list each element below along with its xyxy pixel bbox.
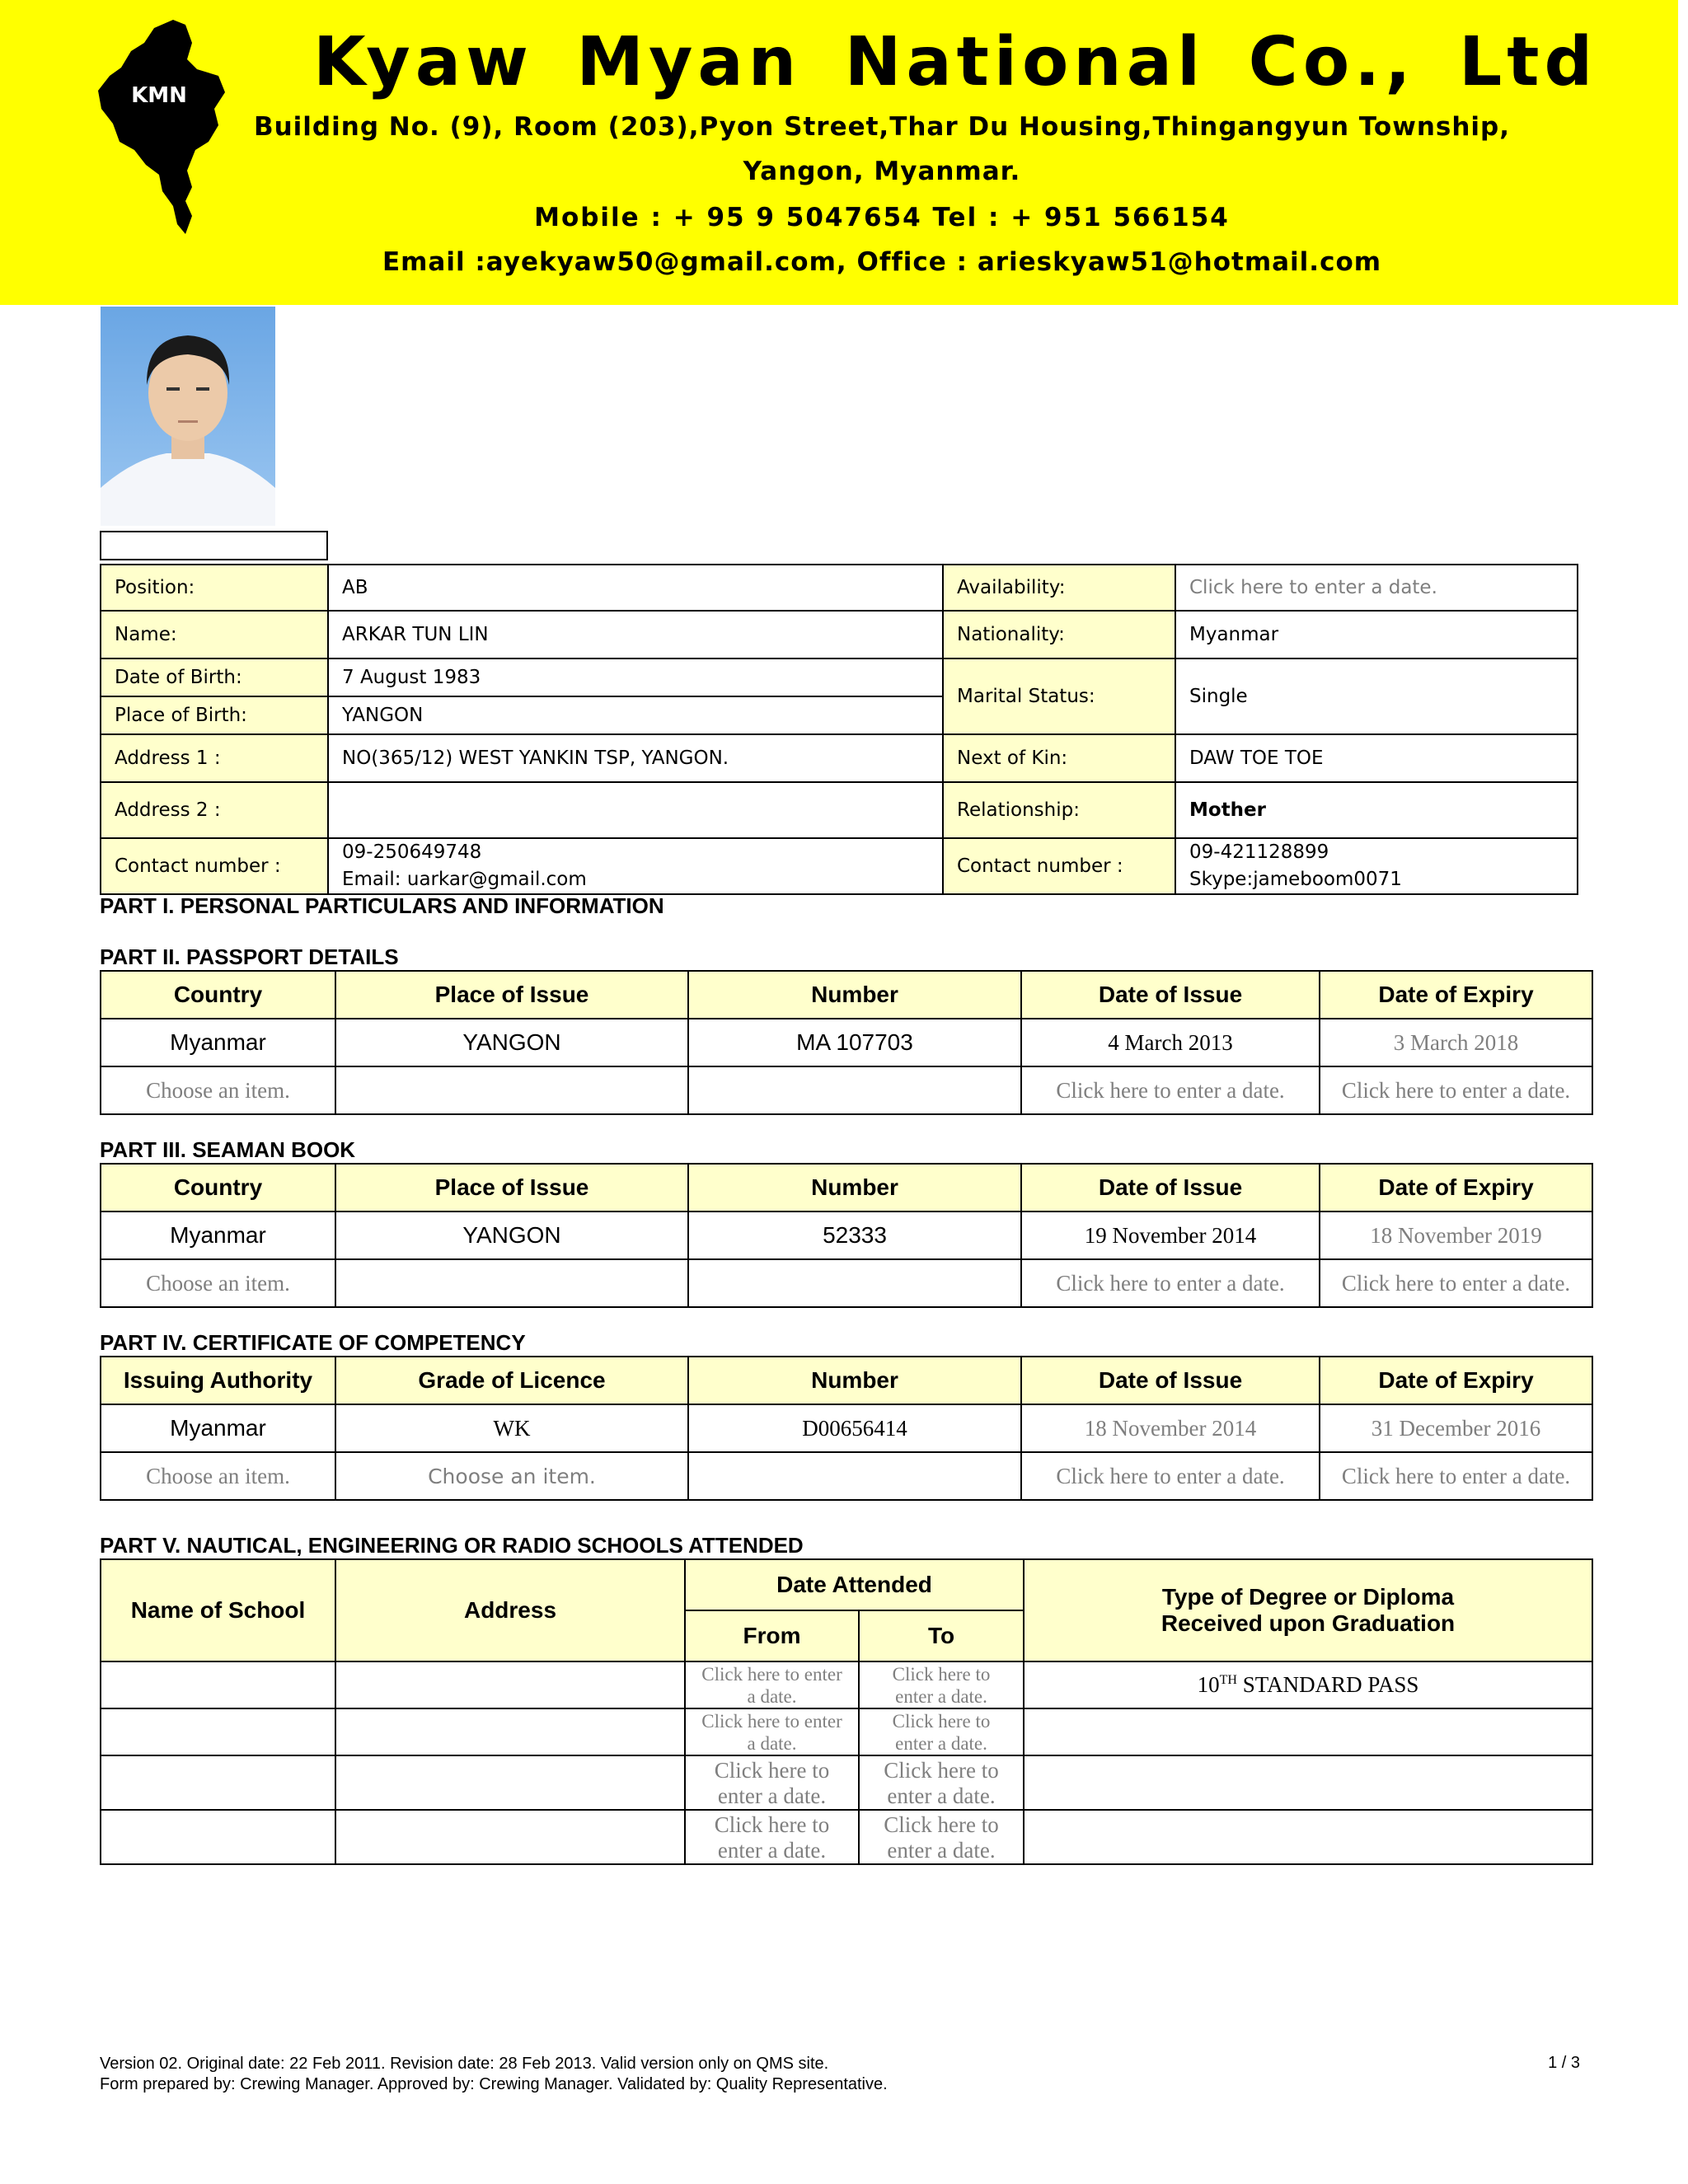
footer-version-line: Version 02. Original date: 22 Feb 2011. Revision date: 28 Feb 2013. Valid version only on QMS site. [100, 2055, 829, 2073]
next-of-kin-label: Next of Kin: [943, 734, 1175, 782]
table-row [101, 1708, 1592, 1755]
passport-header-expiry: Date of Expiry [1320, 971, 1592, 1019]
passport-number-empty[interactable] [688, 1066, 1021, 1114]
dob-label: Date of Birth: [101, 658, 328, 696]
table-row [101, 1066, 1592, 1114]
name-value[interactable]: ARKAR TUN LIN [328, 611, 943, 658]
school-degree-field[interactable] [1024, 1661, 1592, 1708]
schools-table [100, 1558, 1593, 1865]
schools-header-degree-line2: Received upon Graduation [1160, 1610, 1456, 1636]
coc-authority-dropdown[interactable]: Choose an item. [101, 1452, 335, 1500]
seaman-number-empty[interactable] [688, 1259, 1021, 1307]
contact-phone: 09-250649748 [342, 841, 482, 863]
table-row [101, 1404, 1592, 1452]
coc-number-empty[interactable] [688, 1452, 1021, 1500]
passport-table [100, 970, 1593, 1115]
availability-label: Availability: [943, 565, 1175, 611]
coc-expiry-date[interactable]: 31 December 2016 [1320, 1404, 1592, 1452]
next-of-kin-value[interactable]: DAW TOE TOE [1175, 734, 1578, 782]
seaman-expiry-date-picker[interactable]: Click here to enter a date. [1320, 1259, 1592, 1307]
passport-issue-date[interactable]: 4 March 2013 [1021, 1019, 1320, 1066]
name-label: Name: [101, 611, 328, 658]
passport-country[interactable]: Myanmar [101, 1019, 335, 1066]
schools-header-degree-line1: Type of Degree or Diploma [1161, 1584, 1455, 1610]
schools-header-address: Address [335, 1559, 685, 1661]
coc-header-issue: Date of Issue [1021, 1357, 1320, 1404]
contact-email: Email: uarkar@gmail.com [342, 869, 587, 890]
personal-info-table [100, 564, 1578, 895]
passport-header-number: Number [688, 971, 1021, 1019]
passport-expiry-date[interactable]: 3 March 2018 [1320, 1019, 1592, 1066]
school-to-date-picker[interactable]: Click here to enter a date. [859, 1755, 1024, 1810]
coc-number[interactable]: D00656414 [688, 1404, 1021, 1452]
degree-suffix: TH [1219, 1673, 1237, 1687]
school-to-date-picker[interactable]: Click here to enter a date. [859, 1661, 1024, 1708]
coc-table [100, 1356, 1593, 1501]
nationality-value[interactable]: Myanmar [1175, 611, 1578, 658]
passport-header-country: Country [101, 971, 335, 1019]
logo-text: KMN [131, 83, 187, 108]
address2-label: Address 2 : [101, 782, 328, 838]
school-degree-field[interactable] [1024, 1755, 1592, 1810]
coc-issue-date[interactable]: 18 November 2014 [1021, 1404, 1320, 1452]
company-phone: Mobile : + 95 9 5047654 Tel : + 951 566154 [534, 203, 1230, 232]
availability-date-field[interactable]: Click here to enter a date. [1175, 565, 1578, 611]
school-from-date-picker[interactable]: Click here to enter a date. [685, 1708, 859, 1755]
seaman-country-dropdown[interactable]: Choose an item. [101, 1259, 335, 1307]
seaman-number[interactable]: 52333 [688, 1212, 1021, 1259]
school-to-date-picker[interactable]: Click here to enter a date. [859, 1708, 1024, 1755]
table-row [101, 1212, 1592, 1259]
school-address-field[interactable] [335, 1755, 685, 1810]
seaman-header-place: Place of Issue [335, 1164, 688, 1212]
coc-header-number: Number [688, 1357, 1021, 1404]
schools-header-to: To [859, 1610, 1024, 1661]
passport-expiry-date-picker[interactable]: Click here to enter a date. [1320, 1066, 1592, 1114]
part-1-title: PART I. PERSONAL PARTICULARS AND INFORMATION [100, 893, 664, 918]
company-address-line-1: Building No. (9), Room (203),Pyon Street,Thar Du Housing,Thingangyun Township, [253, 112, 1511, 142]
school-name-field[interactable] [101, 1810, 335, 1864]
address2-value[interactable] [328, 782, 943, 838]
coc-grade-dropdown[interactable]: Choose an item. [335, 1452, 688, 1500]
footer-approval-line: Form prepared by: Crewing Manager. Approved by: Crewing Manager. Validated by: Quality Representative. [100, 2075, 888, 2093]
school-from-date-picker[interactable]: Click here to enter a date. [685, 1755, 859, 1810]
nationality-label: Nationality: [943, 611, 1175, 658]
school-from-date-picker[interactable]: Click here to enter a date. [685, 1810, 859, 1864]
table-row [101, 1661, 1592, 1708]
school-degree-field[interactable] [1024, 1708, 1592, 1755]
seaman-book-table [100, 1163, 1593, 1308]
contact-number-cell[interactable] [328, 838, 943, 894]
schools-header-date-attended: Date Attended [685, 1559, 1024, 1610]
position-label: Position: [101, 565, 328, 611]
coc-header-grade: Grade of Licence [335, 1357, 688, 1404]
seaman-header-number: Number [688, 1164, 1021, 1212]
address1-value[interactable]: NO(365/12) WEST YANKIN TSP, YANGON. [328, 734, 943, 782]
seaman-header-issue: Date of Issue [1021, 1164, 1320, 1212]
passport-country-dropdown[interactable]: Choose an item. [101, 1066, 335, 1114]
marital-status-value[interactable]: Single [1175, 658, 1578, 734]
passport-number[interactable]: MA 107703 [688, 1019, 1021, 1066]
kin-contact-skype: Skype:jameboom0071 [1189, 869, 1402, 890]
pob-label: Place of Birth: [101, 696, 328, 734]
school-degree-field[interactable] [1024, 1810, 1592, 1864]
seaman-header-expiry: Date of Expiry [1320, 1164, 1592, 1212]
seaman-issue-date-picker[interactable]: Click here to enter a date. [1021, 1259, 1320, 1307]
table-row [101, 1452, 1592, 1500]
relationship-value[interactable]: Mother [1175, 782, 1578, 838]
pob-value[interactable]: YANGON [328, 696, 943, 734]
school-name-field[interactable] [101, 1755, 335, 1810]
passport-header-place: Place of Issue [335, 971, 688, 1019]
part-5-title: PART V. NAUTICAL, ENGINEERING OR RADIO SCHOOLS ATTENDED [100, 1533, 804, 1558]
schools-header-name: Name of School [101, 1559, 335, 1661]
coc-expiry-date-picker[interactable]: Click here to enter a date. [1320, 1452, 1592, 1500]
company-header [0, 0, 1678, 305]
school-to-date-picker[interactable]: Click here to enter a date. [859, 1810, 1024, 1864]
contact-number-label: Contact number : [101, 838, 328, 894]
degree-text: STANDARD PASS [1236, 1672, 1419, 1697]
passport-issue-date-picker[interactable]: Click here to enter a date. [1021, 1066, 1320, 1114]
table-row [101, 1810, 1592, 1864]
applicant-photo [101, 307, 275, 526]
company-address-line-2: Yangon, Myanmar. [743, 157, 1021, 186]
table-row [101, 1259, 1592, 1307]
coc-header-expiry: Date of Expiry [1320, 1357, 1592, 1404]
marital-status-label: Marital Status: [943, 658, 1175, 734]
photo-caption-box [100, 531, 328, 560]
kin-contact-phone: 09-421128899 [1189, 841, 1329, 863]
kin-contact-number-label: Contact number : [943, 838, 1175, 894]
address1-label: Address 1 : [101, 734, 328, 782]
coc-header-authority: Issuing Authority [101, 1357, 335, 1404]
table-row [101, 1755, 1592, 1810]
document-footer [100, 2054, 888, 2095]
dob-value[interactable]: 7 August 1983 [328, 658, 943, 696]
company-name: Kyaw Myan National Co., Ltd [313, 23, 1598, 101]
school-from-date-picker[interactable]: Click here to enter a date. [685, 1661, 859, 1708]
passport-place[interactable]: YANGON [335, 1019, 688, 1066]
coc-grade[interactable]: WK [335, 1404, 688, 1452]
table-row [101, 1019, 1592, 1066]
degree-number: 10 [1197, 1672, 1220, 1697]
passport-header-issue: Date of Issue [1021, 971, 1320, 1019]
seaman-header-country: Country [101, 1164, 335, 1212]
seaman-place[interactable]: YANGON [335, 1212, 688, 1259]
passport-place-empty[interactable] [335, 1066, 688, 1114]
coc-issue-date-picker[interactable]: Click here to enter a date. [1021, 1452, 1320, 1500]
school-address-field[interactable] [335, 1708, 685, 1755]
seaman-expiry-date[interactable]: 18 November 2019 [1320, 1212, 1592, 1259]
position-value[interactable]: AB [328, 565, 943, 611]
company-email: Email :ayekyaw50@gmail.com, Office : arieskyaw51@hotmail.com [382, 247, 1382, 277]
relationship-label: Relationship: [943, 782, 1175, 838]
schools-header-from: From [685, 1610, 859, 1661]
page-number: 1 / 3 [1548, 2054, 1580, 2072]
schools-header-degree [1024, 1559, 1592, 1661]
seaman-country[interactable]: Myanmar [101, 1212, 335, 1259]
part-2-title: PART II. PASSPORT DETAILS [100, 944, 399, 969]
seaman-place-empty[interactable] [335, 1259, 688, 1307]
coc-authority[interactable]: Myanmar [101, 1404, 335, 1452]
seaman-issue-date[interactable]: 19 November 2014 [1021, 1212, 1320, 1259]
kin-contact-number-cell[interactable] [1175, 838, 1578, 894]
school-name-field[interactable] [101, 1661, 335, 1708]
school-address-field[interactable] [335, 1810, 685, 1864]
part-3-title: PART III. SEAMAN BOOK [100, 1137, 356, 1162]
school-address-field[interactable] [335, 1661, 685, 1708]
part-4-title: PART IV. CERTIFICATE OF COMPETENCY [100, 1330, 526, 1355]
school-name-field[interactable] [101, 1708, 335, 1755]
